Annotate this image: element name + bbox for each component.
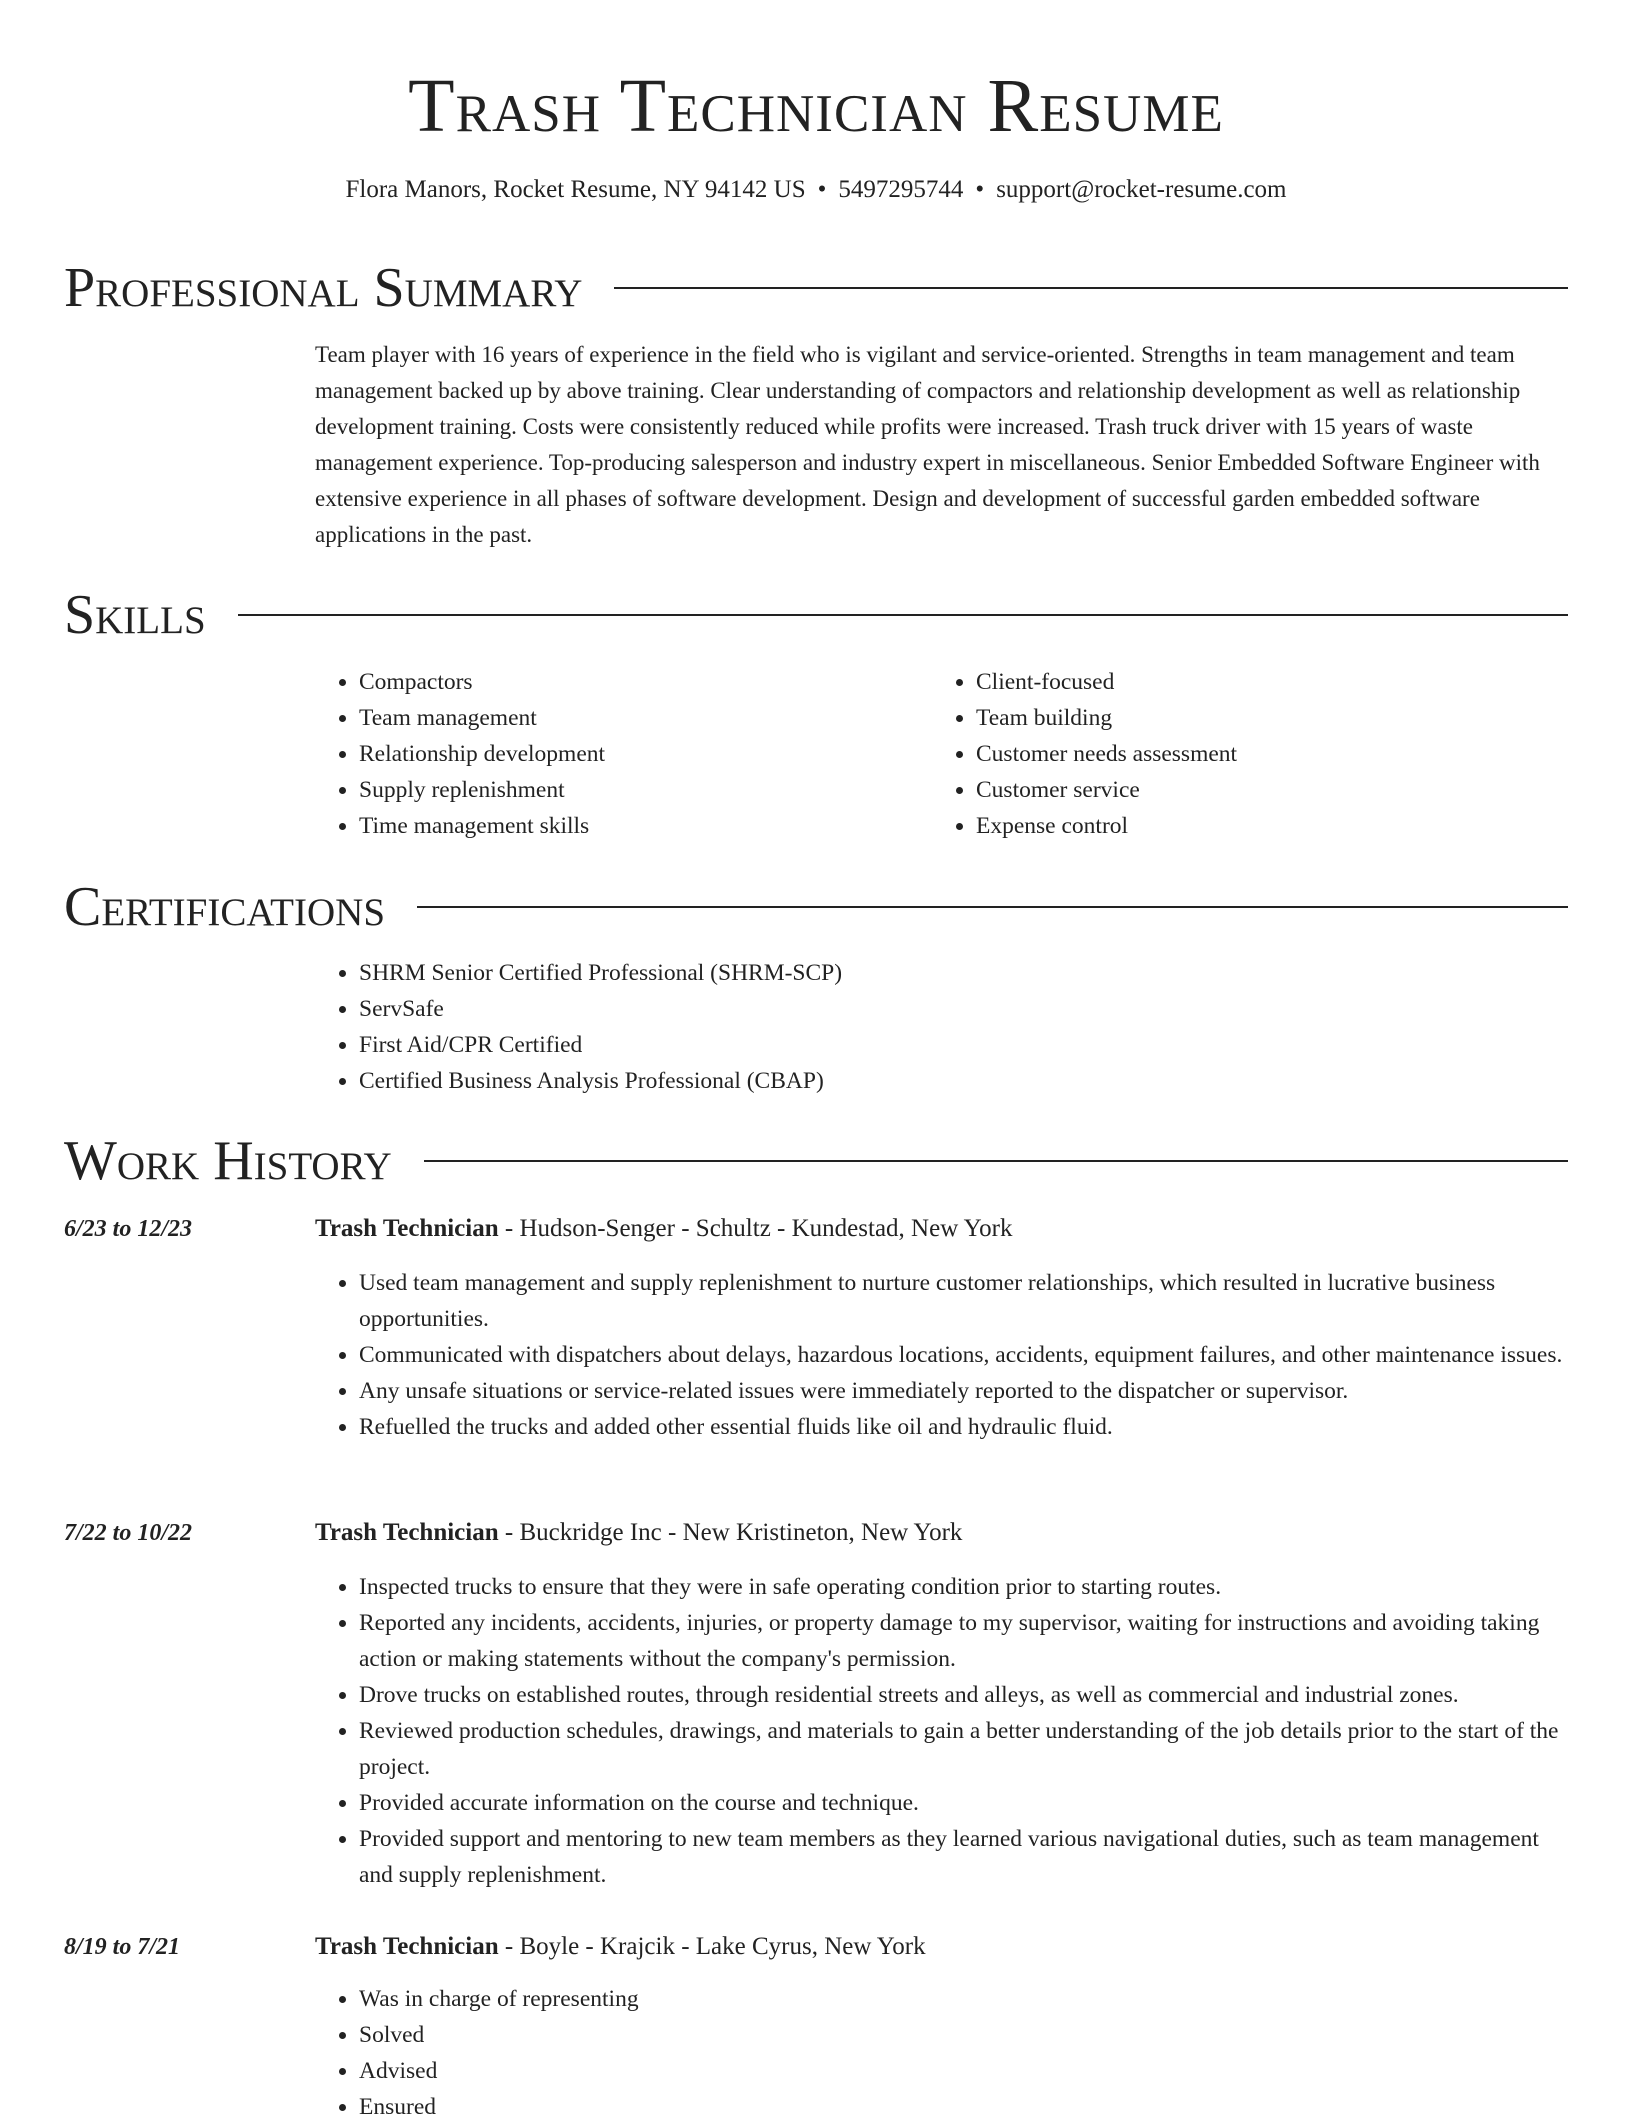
work-history-section-header: [64, 1126, 1568, 1196]
job-bullets: [315, 1569, 1568, 1893]
job-details: - Hudson-Senger - Schultz - Kundestad, New York: [498, 1215, 1013, 1242]
job-bullet: • Communicated with dispatchers about delays, hazardous locations, accidents, equipment failures, and other maintenance issues.: [359, 1337, 1568, 1373]
skill-item: • Team management: [359, 700, 915, 736]
job-bullet: • Advised: [359, 2053, 1568, 2089]
job-bullet: • Inspected trucks to ensure that they were in safe operating condition prior to starting routes.: [359, 1569, 1568, 1605]
skill-item: • Compactors: [359, 664, 915, 700]
skill-item: • Customer service: [976, 772, 1532, 808]
job-bullet: • Provided support and mentoring to new team members as they learned various navigational duties, such as team management and supply replenishment.: [359, 1821, 1568, 1893]
contact-separator: •: [817, 176, 827, 203]
skills-list-right: [932, 664, 1532, 844]
job-details: - Buckridge Inc - New Kristineton, New York: [498, 1519, 963, 1546]
contact-email: support@rocket-resume.com: [996, 176, 1287, 203]
skills-section-header: [64, 580, 1568, 650]
section-divider: [238, 614, 1568, 616]
job-details: - Boyle - Krajcik - Lake Cyrus, New York: [498, 1933, 926, 1960]
job-bullet: • Refuelled the trucks and added other essential fluids like oil and hydraulic fluid.: [359, 1409, 1568, 1445]
job-bullet: • Was in charge of representing: [359, 1981, 1568, 2017]
job-bullet: • Reviewed production schedules, drawings, and materials to gain a better understanding of the job details prior to the start of the project.: [359, 1713, 1568, 1785]
skills-heading: Skills: [64, 584, 206, 646]
job-bullet: • Provided accurate information on the course and technique.: [359, 1785, 1568, 1821]
skill-item: • Client-focused: [976, 664, 1532, 700]
skill-item: • Expense control: [976, 808, 1532, 844]
job-dates: 8/19 to 7/21: [64, 1934, 181, 1960]
job-bullet: • Ensured: [359, 2089, 1568, 2125]
skill-item: • Customer needs assessment: [976, 736, 1532, 772]
contact-phone: 5497295744: [838, 176, 964, 203]
skills-list-left: [315, 664, 915, 844]
job-bullet: • Any unsafe situations or service-related issues were immediately reported to the dispatcher or supervisor.: [359, 1373, 1568, 1409]
job-bullets: [315, 1981, 1568, 2125]
contact-line: [0, 172, 1632, 208]
job-header: [315, 1929, 1568, 1965]
certifications-block: [315, 955, 1568, 1099]
skill-item: • Relationship development: [359, 736, 915, 772]
job-bullet: • Used team management and supply replenishment to nurture customer relationships, which resulted in lucrative business opportunities.: [359, 1265, 1568, 1337]
contact-separator: •: [975, 176, 985, 203]
section-divider: [614, 287, 1568, 289]
job-bullet-list: [315, 1265, 1568, 1445]
skill-item: • Team building: [976, 700, 1532, 736]
job-dates: 6/23 to 12/23: [64, 1216, 193, 1242]
certification-item: • Certified Business Analysis Professional (CBAP): [359, 1063, 1568, 1099]
job-bullet-list: [315, 1569, 1568, 1893]
work-history-heading: Work History: [64, 1130, 392, 1192]
job-header: [315, 1515, 1568, 1551]
certifications-heading: Certifications: [64, 876, 386, 938]
job-bullet-list: [315, 1981, 1568, 2125]
summary-text: Team player with 16 years of experience in the field who is vigilant and service-oriented. Strengths in team management and team management backed up by above training. Clear understanding of compactors and relationship development as well as relationship development training. Costs were consistently reduced while profits were increased. Trash truck driver with 15 years of waste management experience. Top-producing salesperson and industry expert in miscellaneous. Senior Embedded Software Engineer with extensive experience in all phases of software development. Design and development of successful garden embedded software applications in the past.: [315, 342, 1540, 547]
skill-item: • Supply replenishment: [359, 772, 915, 808]
certification-item: • SHRM Senior Certified Professional (SHRM-SCP): [359, 955, 1568, 991]
job-title: Trash Technician: [315, 1933, 499, 1960]
section-divider: [417, 906, 1568, 908]
job-bullet: • Solved: [359, 2017, 1568, 2053]
summary-section-header: [64, 253, 1568, 323]
job-header: [315, 1211, 1568, 1247]
job-bullet: • Reported any incidents, accidents, injuries, or property damage to my supervisor, waiting for instructions and avoiding taking action or making statements without the company's permission.: [359, 1605, 1568, 1677]
skills-left-column: [315, 664, 915, 844]
resume-title: Trash Technician Resume: [408, 64, 1224, 148]
skills-right-column: [932, 664, 1532, 844]
contact-address: Flora Manors, Rocket Resume, NY 94142 US: [345, 176, 806, 203]
summary-heading: Professional Summary: [64, 257, 583, 319]
job-dates: 7/22 to 10/22: [64, 1520, 193, 1546]
job-bullet: • Drove trucks on established routes, through residential streets and alleys, as well as commercial and industrial zones.: [359, 1677, 1568, 1713]
skill-item: • Time management skills: [359, 808, 915, 844]
certification-item: • First Aid/CPR Certified: [359, 1027, 1568, 1063]
certification-item: • ServSafe: [359, 991, 1568, 1027]
job-bullets: [315, 1265, 1568, 1445]
job-title: Trash Technician: [315, 1215, 499, 1242]
certifications-section-header: [64, 872, 1568, 942]
job-title: Trash Technician: [315, 1519, 499, 1546]
section-divider: [424, 1160, 1568, 1162]
certifications-list: [315, 955, 1568, 1099]
